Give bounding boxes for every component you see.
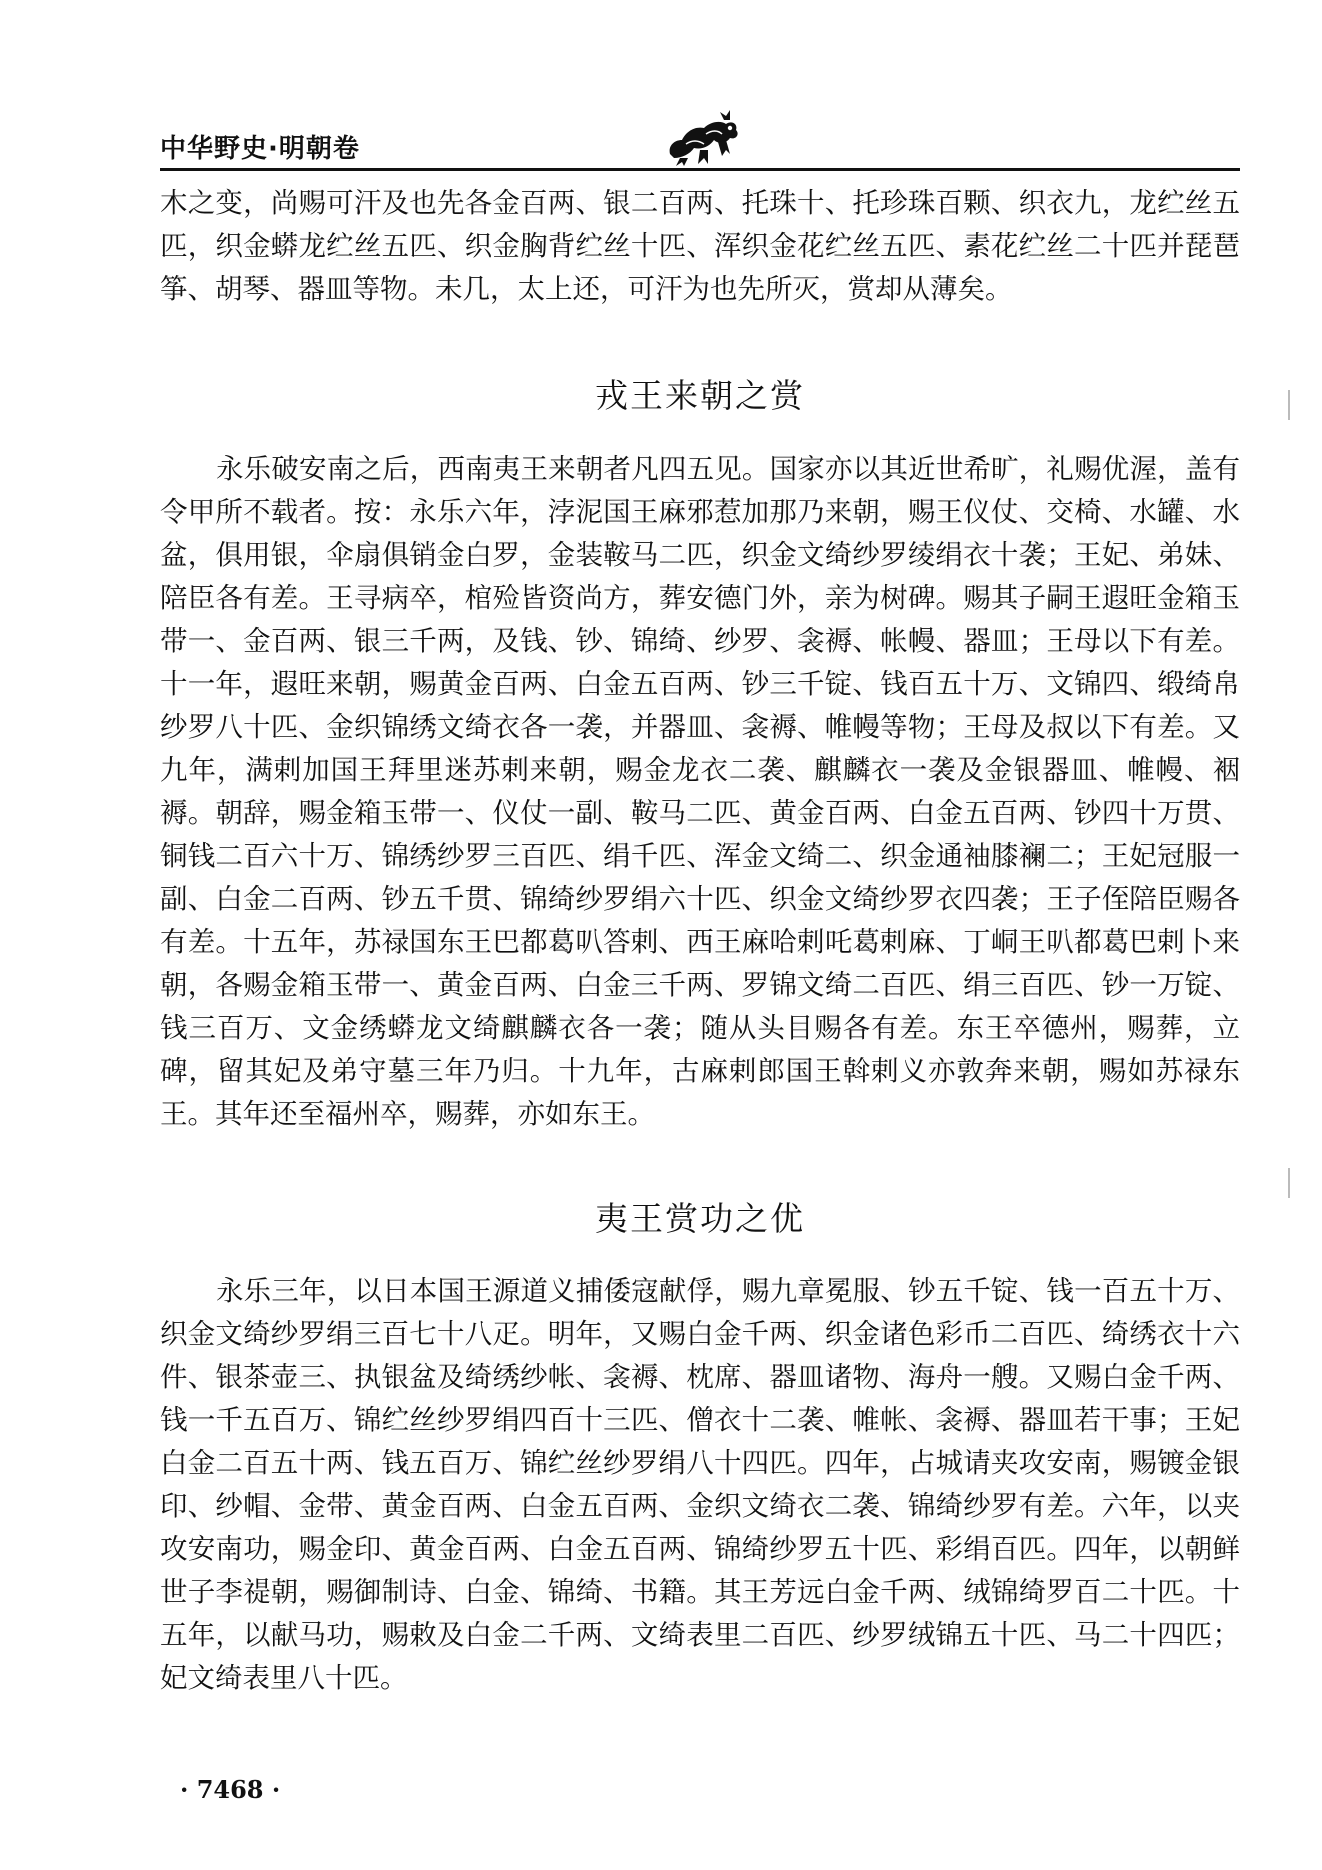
opening-paragraph: 木之变，尚赐可汗及也先各金百两、银二百两、托珠十、托珍珠百颗、织衣九，龙纻丝五匹，织金蟒龙纻丝五匹、织金胸背纻丝十匹、浑织金花纻丝五匹、素花纻丝二十匹并琵琶筝、胡琴、器皿等物。未几，太上还，可汗为也先所灭，赏却从薄矣。	[160, 187, 1240, 305]
section-title: 夷王赏功之优	[595, 1199, 805, 1238]
section-title: 戎王来朝之赏	[595, 376, 805, 415]
page-number: · 7468 ·	[180, 1775, 281, 1804]
header-divider	[160, 168, 1240, 171]
scan-edge-mark	[1288, 390, 1290, 420]
running-header	[160, 118, 1240, 170]
section-body: 永乐三年，以日本国王源道义捕倭寇献俘，赐九章冕服、钞五千锭、钱一百五十万、织金文绮纱罗绢三百七十八疋。明年，又赐白金千两、织金诸色彩币二百匹、绮绣衣十六件、银茶壶三、执银盆及绮绣纱帐、衾褥、枕席、器皿诸物、海舟一艘。又赐白金千两、钱一千五百万、锦纻丝纱罗绢四百十三匹、僧衣十二袭、帷帐、衾褥、器皿若干事；王妃白金二百五十两、钱五百万、锦纻丝纱罗绢八十四匹。四年，占城请夹攻安南，赐镀金银印、纱帽、金带、黄金百两、白金五百两、金织文绮衣二袭、锦绮纱罗有差。六年，以夹攻安南功，赐金印、黄金百两、白金五百两、锦绮纱罗五十匹、彩绢百匹。四年，以朝鲜世子李禔朝，赐御制诗、白金、锦绮、书籍。其王芳远白金千两、绒锦绮罗百二十匹。十五年，以献马功，赐敕及白金二千两、文绮表里二百匹、纱罗绒锦五十匹、马二十四匹；妃文绮表里八十匹。	[160, 1275, 1240, 1694]
dragon-emblem-icon	[660, 110, 742, 168]
book-title: 中华野史·明朝卷	[160, 134, 360, 164]
section-body: 永乐破安南之后，西南夷王来朝者凡四五见。国家亦以其近世希旷，礼赐优渥，盖有令甲所不载者。按：永乐六年，浡泥国王麻邪惹加那乃来朝，赐王仪仗、交椅、水罐、水盆，俱用银，伞扇俱销金白罗，金装鞍马二匹，织金文绮纱罗绫绢衣十袭；王妃、弟妹、陪臣各有差。王寻病卒，棺殓皆资尚方，葬安德门外，亲为树碑。赐其子嗣王遐旺金箱玉带一、金百两、银三千两，及钱、钞、锦绮、纱罗、衾褥、帐幔、器皿；王母以下有差。十一年，遐旺来朝，赐黄金百两、白金五百两、钞三千锭、钱百五十万、文锦四、缎绮帛纱罗八十匹、金织锦绣文绮衣各一袭，并器皿、衾褥、帷幔等物；王母及叔以下有差。又九年，满剌加国王拜里迷苏剌来朝，赐金龙衣二袭、麒麟衣一袭及金银器皿、帷幔、裀褥。朝辞，赐金箱玉带一、仪仗一副、鞍马二匹、黄金百两、白金五百两、钞四十万贯、铜钱二百六十万、锦绣纱罗三百匹、绢千匹、浑金文绮二、织金通袖膝襕二；王妃冠服一副、白金二百两、钞五千贯、锦绮纱罗绢六十匹、织金文绮纱罗衣四袭；王子侄陪臣赐各有差。十五年，苏禄国东王巴都葛叭答剌、西王麻哈剌吒葛剌麻、丁峒王叭都葛巴剌卜来朝，各赐金箱玉带一、黄金百两、白金三千两、罗锦文绮二百匹、绢三百匹、钞一万锭、钱三百万、文金绣蟒龙文绮麒麟衣各一袭；随从头目赐各有差。东王卒德州，赐葬，立碑，留其妃及弟守墓三年乃归。十九年，古麻剌郎国王斡剌义亦敦奔来朝，赐如苏禄东王。其年还至福州卒，赐葬，亦如东王。	[160, 453, 1240, 1130]
scan-edge-mark	[1288, 1168, 1290, 1198]
